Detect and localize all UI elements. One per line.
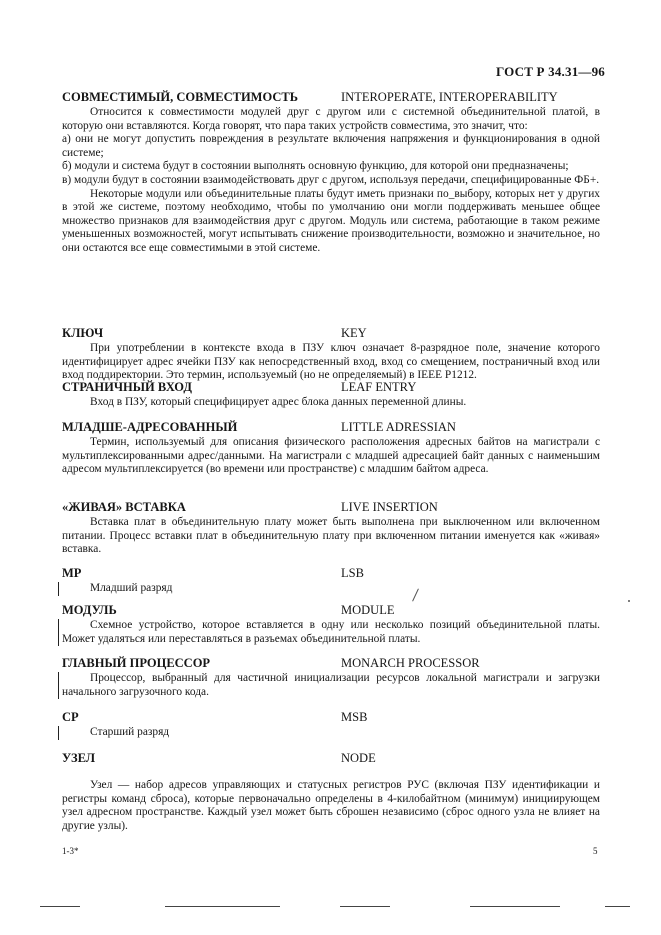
- entry-term-en: LEAF ENTRY: [341, 380, 417, 394]
- scan-artifact-speck: [628, 600, 630, 602]
- footer-sheet-mark: 1-3*: [62, 846, 79, 856]
- entry-heading: [62, 420, 600, 436]
- glossary-entry-node: [62, 751, 600, 833]
- page-number: 5: [593, 846, 598, 856]
- scan-artifact-line: [470, 906, 560, 907]
- entry-heading: [62, 603, 600, 619]
- entry-term-ru: МР: [62, 566, 82, 580]
- entry-paragraph: Младший разряд: [62, 582, 600, 596]
- entry-paragraph: Некоторые модули или объединительные платы будут иметь признаки по_выбору, которых нет у других в этой же системе, поэтому необходимо, чтобы по умолчанию они могли поддерживать меньшее общее множество признаков для взаимодействия друг с другом. Модуль или система, работающие в таком режиме уменьшенных возможностей, могут испытывать снижение производительности, возможно и значительное, но они остаются все еще совместимыми в этой системе.: [62, 187, 600, 254]
- entry-term-en: MSB: [341, 710, 368, 724]
- entry-term-en: LSB: [341, 566, 364, 580]
- entry-paragraph: Вход в ПЗУ, который специфицирует адрес блока данных переменной длины.: [90, 396, 467, 408]
- entry-heading: [62, 380, 600, 396]
- entry-term-en: KEY: [341, 326, 367, 340]
- glossary-entry-leaf-entry: [62, 380, 600, 410]
- entry-paragraph: Узел — набор адресов управляющих и статусных регистров РУС (включая ПЗУ идентификации и регистры команд сброса), которые первоначально определены в 4-килобайтном (минимум) инициирующем узел адресном пространстве. Каждый узел может быть сброшен независимо (сброс одного узла не влияет на другие узлы).: [62, 779, 600, 832]
- entry-term-ru: СТРАНИЧНЫЙ ВХОД: [62, 380, 193, 394]
- entry-term-ru: ГЛАВНЫЙ ПРОЦЕССОР: [62, 656, 211, 670]
- glossary-entry-little-adressian: [62, 420, 600, 477]
- entry-term-en: LIVE INSERTION: [341, 500, 438, 514]
- glossary-entry-msb: [62, 710, 600, 740]
- entry-term-en: MONARCH PROCESSOR: [341, 656, 480, 670]
- scan-artifact-line: [340, 906, 390, 907]
- entry-term-ru: МОДУЛЬ: [62, 603, 117, 617]
- glossary-entry-monarch-processor: [62, 656, 600, 699]
- entry-heading: [62, 566, 600, 582]
- entry-term-ru: СОВМЕСТИМЫЙ, СОВМЕСТИМОСТЬ: [62, 90, 298, 104]
- entry-term-ru: «ЖИВАЯ» ВСТАВКА: [62, 500, 186, 514]
- entry-paragraph: При употреблении в контексте входа в ПЗУ ключ означает 8-разрядное поле, значение которого идентифицирует адрес ячейки ПЗУ как непосредственный вход, вход со смещением, постраничный вход или вход поддиректории. Это термин, используемый (но не определяемый) в IEEE P1212.: [62, 342, 600, 382]
- entry-paragraph: Вставка плат в объединительную плату может быть выполнена при выключенном или включенном питании. Процесс вставки плат в объединительную плату при включенном питании именуется как «живая» вставка.: [62, 516, 600, 556]
- scan-artifact-line: [165, 906, 280, 907]
- entry-term-ru: СР: [62, 710, 79, 724]
- glossary-entry-interoperate: [62, 90, 600, 256]
- entry-list-item: в) модули будут в состоянии взаимодействовать друг с другом, используя передачи, специфицированные ФБ+.: [62, 173, 600, 186]
- entry-paragraph: Процессор, выбранный для частичной инициализации ресурсов локальной магистрали и загрузки начального загрузочного кода.: [62, 672, 600, 698]
- entry-heading: [62, 656, 600, 672]
- entry-term-ru: УЗЕЛ: [62, 751, 96, 765]
- entry-heading: [62, 90, 600, 106]
- entry-paragraph: Относится к совместимости модулей друг с другом или с системной объединительной платой, в которую они вставляются. Когда говорят, что пара таких устройств совместима, это значит, что:: [62, 106, 600, 132]
- entry-heading: [62, 710, 600, 726]
- entry-list-item: а) они не могут допустить повреждения в результате включения напряжения и функционирования в одной системе;: [62, 133, 600, 159]
- glossary-entry-module: [62, 603, 600, 646]
- scan-artifact-line: [605, 906, 630, 907]
- entry-paragraph: Схемное устройство, которое вставляется в одну или несколько позиций объединительной платы. Может удаляться или переставляться в разъемах объединительной платы.: [62, 619, 600, 645]
- entry-term-en: INTEROPERATE, INTEROPERABILITY: [341, 90, 558, 104]
- document-code: ГОСТ Р 34.31—96: [496, 64, 605, 79]
- entry-term-ru: МЛАДШЕ-АДРЕСОВАННЫЙ: [62, 420, 238, 434]
- entry-heading: [62, 751, 600, 767]
- entry-heading: [62, 500, 600, 516]
- entry-term-ru: КЛЮЧ: [62, 326, 104, 340]
- entry-paragraph: Старший разряд: [62, 726, 600, 740]
- entry-paragraph: Термин, используемый для описания физического расположения адресных байтов на магистрали с мультиплексированными адрес/данными. На магистрали с младшей адресацией байт данных с наименьшим адресом мультиплексируется (во времени или пространстве) с младшим байтом адреса.: [62, 436, 600, 476]
- entry-term-en: LITTLE ADRESSIAN: [341, 420, 456, 434]
- entry-heading: [62, 326, 600, 342]
- scan-artifact-line: [40, 906, 80, 907]
- glossary-entry-lsb: [62, 566, 600, 596]
- entry-term-en: MODULE: [341, 603, 395, 617]
- glossary-entry-key: [62, 326, 600, 383]
- entry-list-item: б) модули и система будут в состоянии выполнять основную функцию, для которой они предназначены;: [62, 160, 569, 173]
- entry-term-en: NODE: [341, 751, 376, 765]
- glossary-entry-live-insertion: [62, 500, 600, 557]
